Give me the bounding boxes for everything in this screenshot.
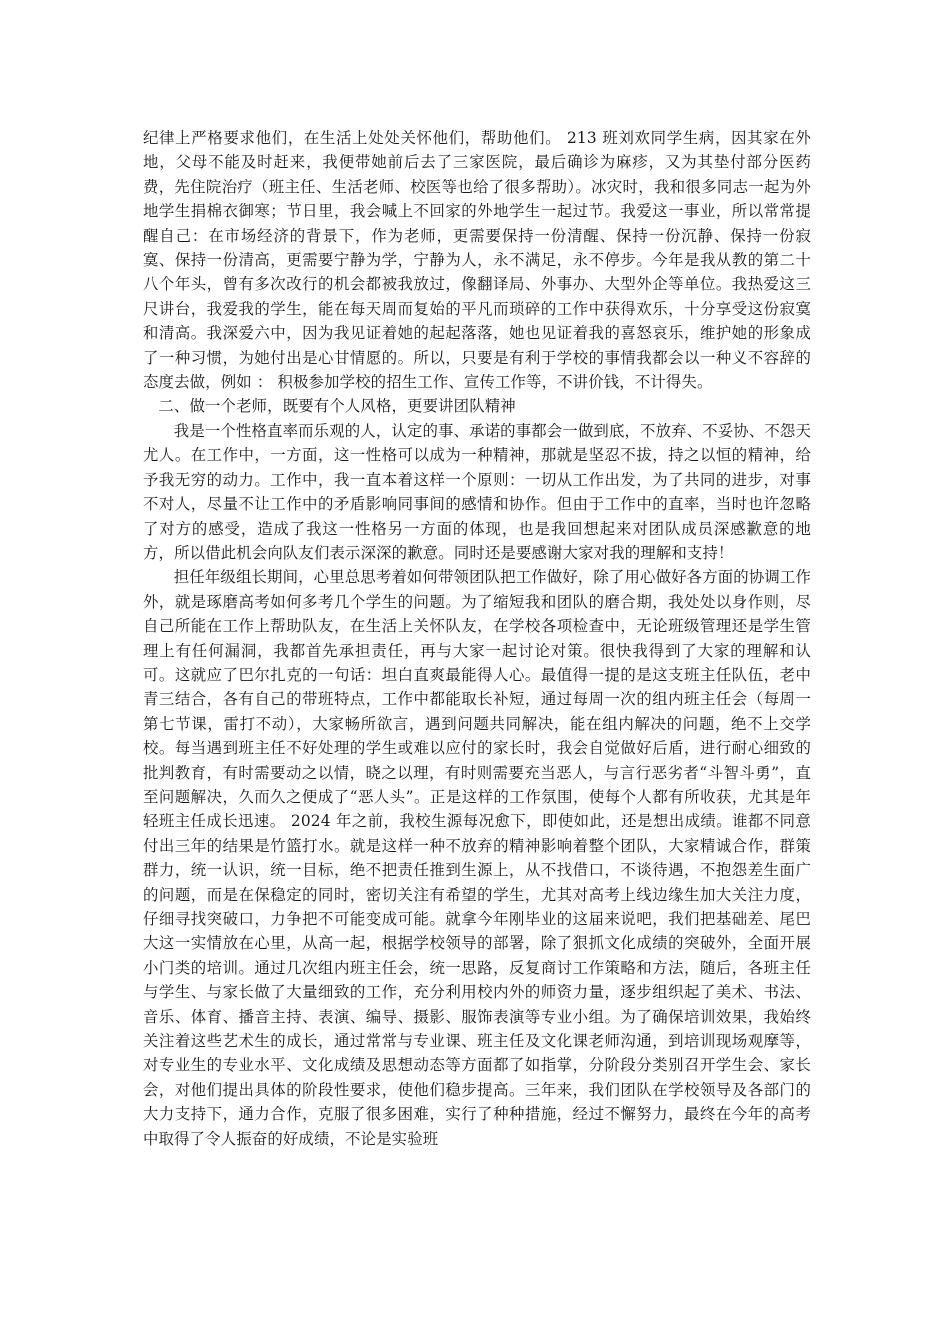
document-body: [143, 126, 811, 1151]
paragraph-team-leader: 担任年级组长期间，心里总思考着如何带领团队把工作做好，除了用心做好各方面的协调工作外，就是琢磨高考如何多考几个学生的问题。为了缩短我和团队的磨合期，我处处以身作则，尽自己所能在工作上帮助队友，在生活上关怀队友，在学校各项检查中，无论班级管理还是学生管理上有任何漏洞，我都首先承担责任，再与大家一起讨论对策。很快我得到了大家的理解和认可。这就应了巴尔扎克的一句话：坦白直爽最能得人心。最值得一提的是这支班主任队伍，老中青三结合，各有自己的带班特点，工作中都能取长补短，通过每周一次的组内班主任会（每周一第七节课，雷打不动），大家畅所欲言，遇到问题共同解决，能在组内解决的问题，绝不上交学校。每当遇到班主任不好处理的学生或难以应付的家长时，我会自觉做好后盾，进行耐心细致的批判教育，有时需要动之以情，晓之以理，有时则需要充当恶人，与言行恶劣者“斗智斗勇”，直至问题解决，久而久之便成了“恶人头”。正是这样的工作氛围，使每个人都有所收获，尤其是年轻班主任成长迅速。 2024 年之前，我校生源每况愈下，即使如此，还是想出成绩。谁都不同意付出三年的结果是竹篮打水。就是这样一种不放弃的精神影响着整个团队，大家精诚合作，群策群力，统一认识，统一目标，绝不把责任推到生源上，从不找借口，不谈待遇，不抱怨差生面广的问题，而是在保稳定的同时，密切关注有希望的学生，尤其对高考上线边缘生加大关注力度，仔细寻找突破口，力争把不可能变成可能。就拿今年刚毕业的这届来说吧，我们把基础差、尾巴大这一实情放在心里，从高一起，根据学校领导的部署，除了狠抓文化成绩的突破外，全面开展小门类的培训。通过几次组内班主任会，统一思路，反复商讨工作策略和方法，随后，各班主任与学生、与家长做了大量细致的工作，充分利用校内外的师资力量，逐步组织起了美术、书法、音乐、体育、播音主持、表演、编导、摄影、服饰表演等专业小组。为了确保培训效果，我始终关注着这些艺术生的成长，通过常常与专业课、班主任及文化课老师沟通，到培训现场观摩等，对专业生的专业水平、文化成绩及思想动态等方面都了如指掌，分阶段分类别召开学生会、家长会，对他们提出具体的阶段性要求，使他们稳步提高。三年来，我们团队在学校领导及各部门的大力支持下，通力合作，克服了很多困难，实行了种种措施，经过不懈努力，最终在今年的高考中取得了令人振奋的好成绩，不论是实验班: [143, 568, 811, 1148]
section-heading: 二、做一个老师，既要有个人风格，更要讲团队精神: [158, 397, 516, 416]
paragraph-continued: 纪律上严格要求他们，在生活上处处关怀他们，帮助他们。 213 班刘欢同学生病，因其家在外地，父母不能及时赶来，我便带她前后去了三家医院，最后确诊为麻疹，又为其垫付部分医药费，先住院治疗（班主任、生活老师、校医等也给了很多帮助）。冰灾时，我和很多同志一起为外地学生捐棉衣御寒；节日里，我会喊上不回家的外地学生一起过节。我爱这一事业，所以常常提醒自己：在市场经济的背景下，作为老师，更需要保持一份清醒、保持一份沉静、保持一份寂寞、保持一份清高，更需要宁静为学，宁静为人，永不满足，永不停步。今年是我从教的第二十八个年头，曾有多次改行的机会都被我放过，像翻译局、外事办、大型外企等单位。我热爱这三尺讲台，我爱我的学生，能在每天周而复始的平凡而琐碎的工作中获得欢乐，十分享受这份寂寞和清高。我深爱六中，因为我见证着她的起起落落，她也见证着我的喜怒哀乐，维护她的形象成了一种习惯，为她付出是心甘情愿的。所以，只要是有利于学校的事情我都会以一种义不容辞的态度去做，例如 ： 积极参加学校的招生工作、宣传工作等，不讲价钱，不计得失。: [143, 129, 811, 392]
paragraph-personality: 我是一个性格直率而乐观的人，认定的事、承诺的事都会一做到底，不放弃、不妥协、不怨天尤人。在工作中，一方面，这一性格可以成为一种精神，那就是坚忍不拔，持之以恒的精神，给予我无穷的动力。工作中，我一直本着这样一个原则：一切从工作出发，为了共同的进步，对事不对人，尽量不让工作中的矛盾影响同事间的感情和协作。但由于工作中的直率，当时也许忽略了对方的感受，造成了我这一性格另一方面的体现，也是我回想起来对团队成员深感歉意的地方，所以借此机会向队友们表示深深的歉意。同时还是要感谢大家对我的理解和支持！: [143, 421, 811, 562]
